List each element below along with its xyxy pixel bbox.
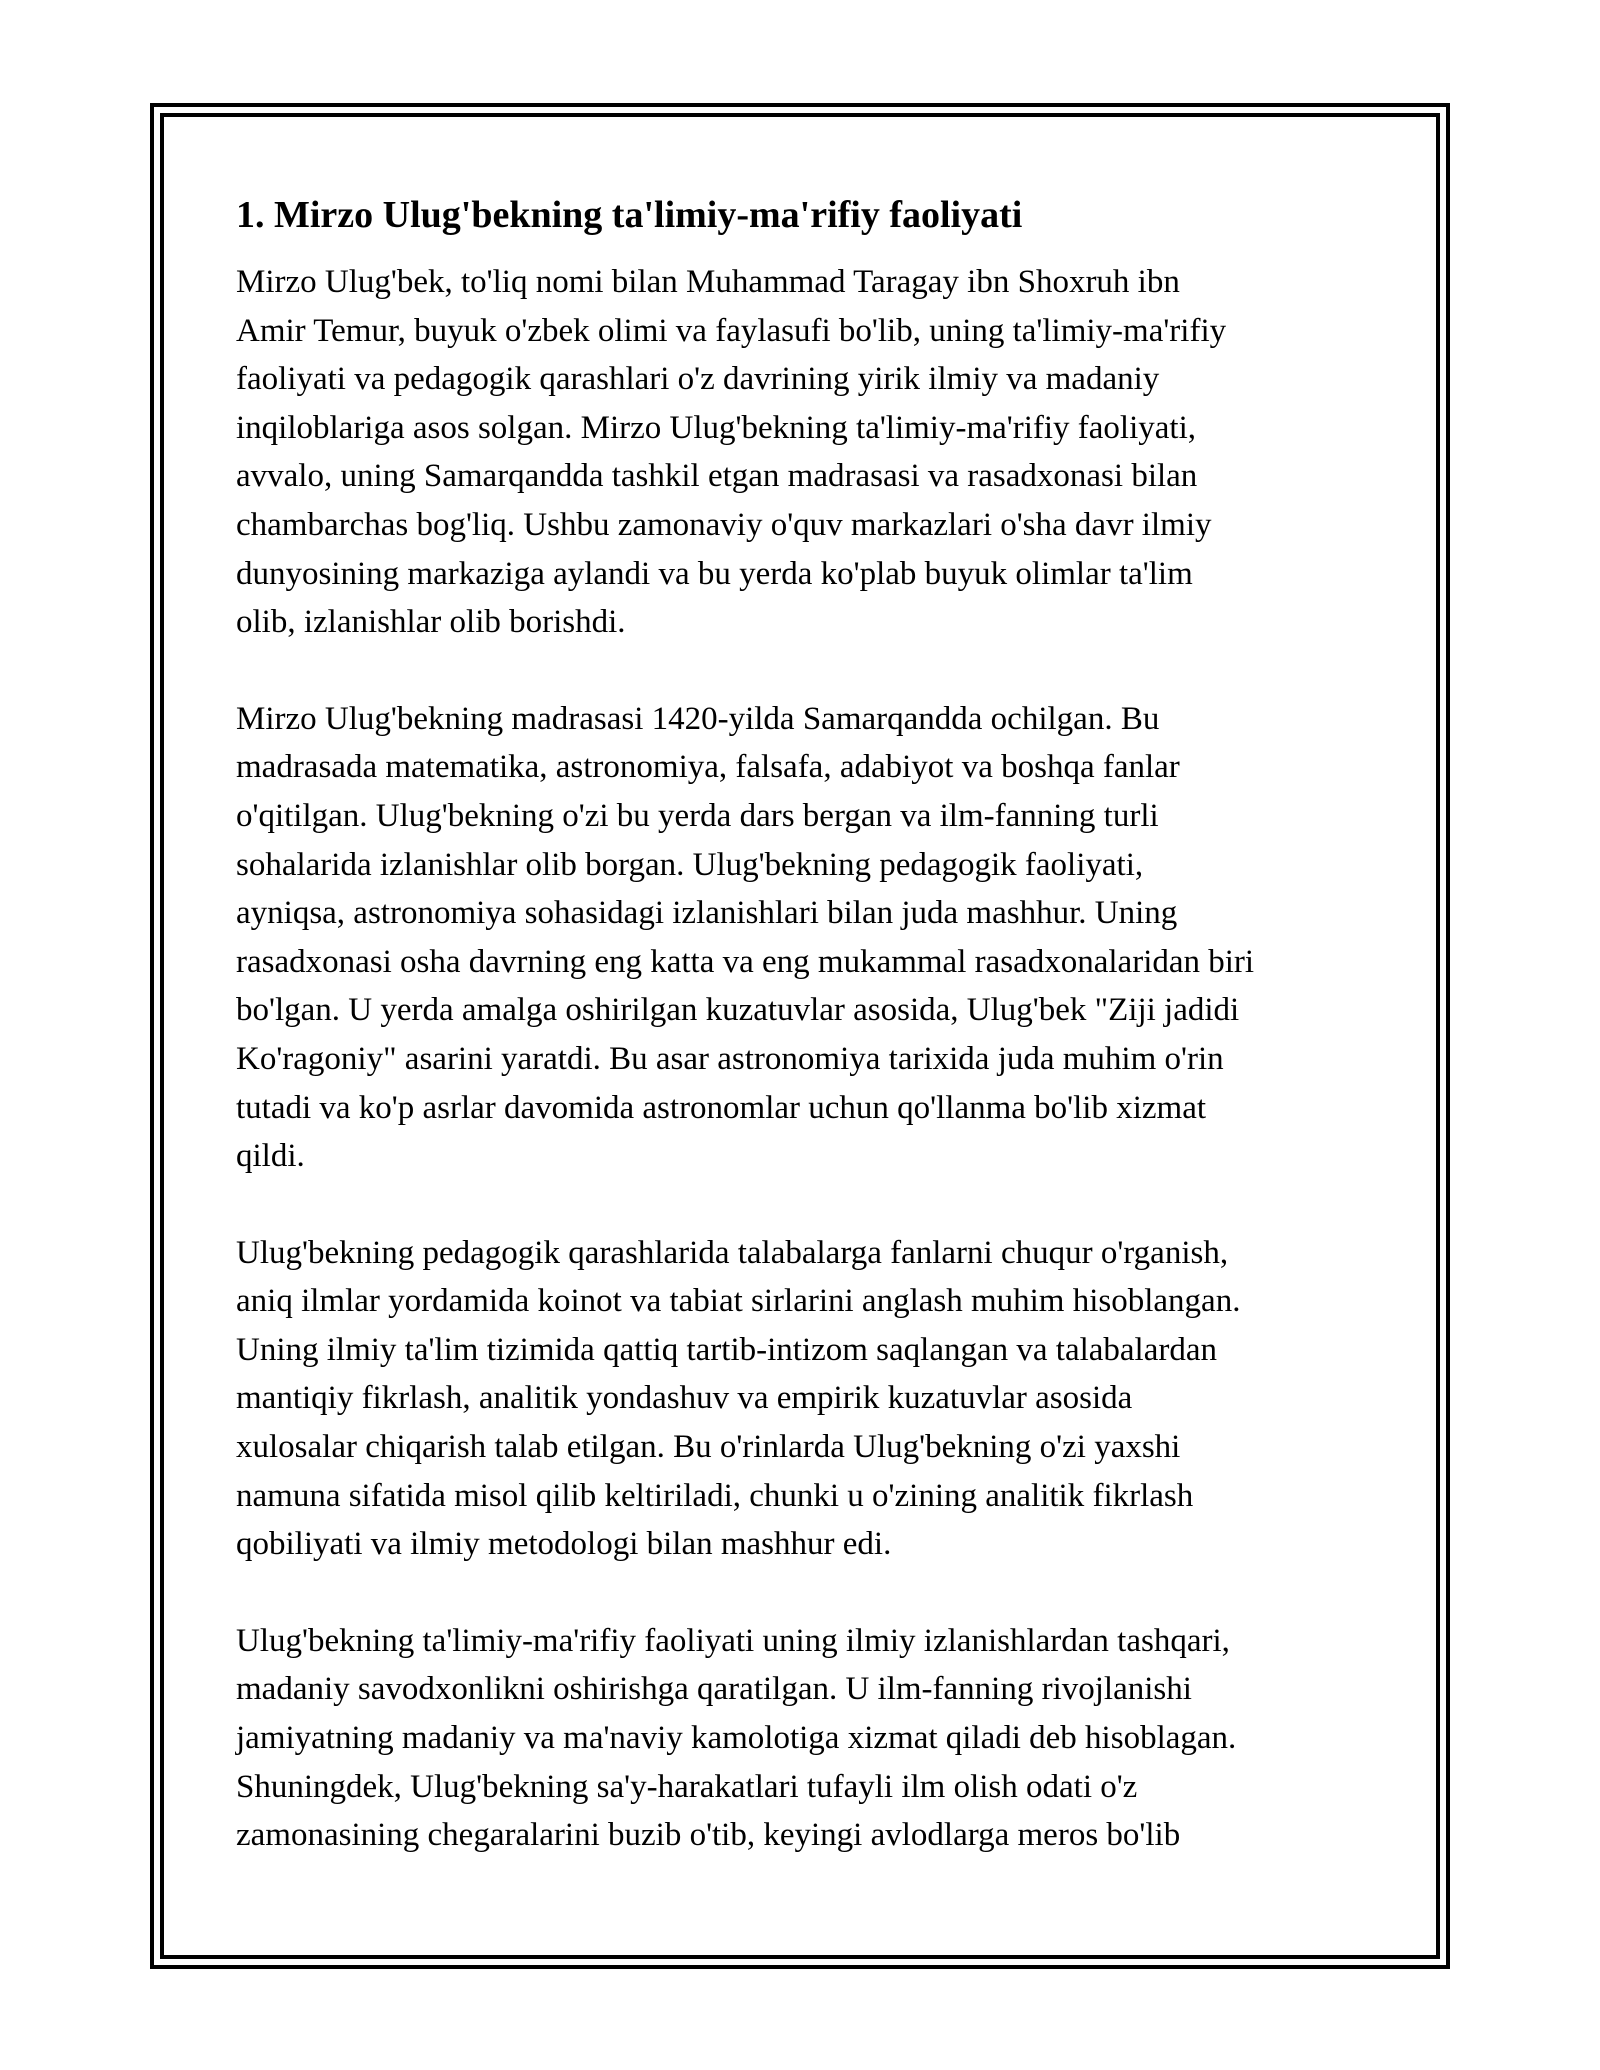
- text-line: dunyosining markaziga aylandi va bu yerda ko'plab buyuk olimlar ta'lim: [236, 555, 1193, 592]
- text-line: qobiliyati va ilmiy metodologi bilan mashhur edi.: [236, 1526, 892, 1563]
- document-body: [236, 190, 1376, 1908]
- paragraph-1: [236, 258, 1376, 647]
- text-line: aniq ilmlar yordamida koinot va tabiat sirlarini anglash muhim hisoblangan.: [236, 1283, 1241, 1320]
- text-line: faoliyati va pedagogik qarashlari o'z davrining yirik ilmiy va madaniy: [236, 361, 1160, 398]
- text-line: madrasada matematika, astronomiya, falsafa, adabiyot va boshqa fanlar: [236, 749, 1180, 786]
- text-line: avvalo, uning Samarqandda tashkil etgan madrasasi va rasadxonasi bilan: [236, 458, 1198, 495]
- text-line: qildi.: [236, 1138, 305, 1175]
- text-line: madaniy savodxonlikni oshirishga qaratilgan. U ilm-fanning rivojlanishi: [236, 1671, 1192, 1708]
- text-line: mantiqiy fikrlash, analitik yondashuv va empirik kuzatuvlar asosida: [236, 1380, 1133, 1417]
- text-line: Mirzo Ulug'bek, to'liq nomi bilan Muhammad Taragay ibn Shoxruh ibn: [236, 264, 1180, 300]
- paragraph-2: [236, 695, 1376, 1181]
- text-line: bo'lgan. U yerda amalga oshirilgan kuzatuvlar asosida, Ulug'bek "Ziji jadidi: [236, 992, 1240, 1029]
- text-line: chambarchas bog'liq. Ushbu zamonaviy o'quv markazlari o'sha davr ilmiy: [236, 506, 1212, 543]
- text-line: sohalarida izlanishlar olib borgan. Ulug'bekning pedagogik faoliyati,: [236, 846, 1144, 883]
- text-line: inqiloblariga asos solgan. Mirzo Ulug'bekning ta'limiy-ma'rifiy faoliyati,: [236, 409, 1196, 446]
- text-line: ayniqsa, astronomiya sohasidagi izlanishlari bilan juda mashhur. Uning: [236, 895, 1178, 932]
- text-line: jamiyatning madaniy va ma'naviy kamolotiga xizmat qiladi deb hisoblagan.: [236, 1720, 1237, 1757]
- text-line: Uning ilmiy ta'lim tizimida qattiq tartib-intizom saqlangan va talabalardan: [236, 1331, 1218, 1368]
- paragraph-4: [236, 1617, 1376, 1860]
- text-line: namuna sifatida misol qilib keltiriladi, chunki u o'zining analitik fikrlash: [236, 1477, 1194, 1514]
- section-heading: 1. Mirzo Ulug'bekning ta'limiy-ma'rifiy faoliyati: [236, 194, 1023, 236]
- text-line: rasadxonasi osha davrning eng katta va eng mukammal rasadxonalaridan biri: [236, 943, 1255, 980]
- text-line: Ko'ragoniy" asarini yaratdi. Bu asar astronomiya tarixida juda muhim o'rin: [236, 1040, 1224, 1077]
- text-line: Shuningdek, Ulug'bekning sa'y-harakatlari tufayli ilm olish odati o'z: [236, 1768, 1138, 1805]
- text-line: Amir Temur, buyuk o'zbek olimi va faylasufi bo'lib, uning ta'limiy-ma'rifiy: [236, 312, 1227, 349]
- paragraph-3: [236, 1229, 1376, 1569]
- text-line: Mirzo Ulug'bekning madrasasi 1420-yilda Samarqandda ochilgan. Bu: [236, 700, 1160, 737]
- text-line: tutadi va ko'p asrlar davomida astronomlar uchun qo'llanma bo'lib xizmat: [236, 1089, 1207, 1126]
- text-line: olib, izlanishlar olib borishdi.: [236, 604, 626, 641]
- text-line: Ulug'bekning pedagogik qarashlarida talabalarga fanlarni chuqur o'rganish,: [236, 1234, 1229, 1271]
- text-line: xulosalar chiqarish talab etilgan. Bu o'rinlarda Ulug'bekning o'zi yaxshi: [236, 1429, 1181, 1466]
- text-line: zamonasining chegaralarini buzib o'tib, keyingi avlodlarga meros bo'lib: [236, 1817, 1181, 1854]
- text-line: Ulug'bekning ta'limiy-ma'rifiy faoliyati uning ilmiy izlanishlardan tashqari,: [236, 1622, 1230, 1659]
- text-line: o'qitilgan. Ulug'bekning o'zi bu yerda dars bergan va ilm-fanning turli: [236, 797, 1159, 834]
